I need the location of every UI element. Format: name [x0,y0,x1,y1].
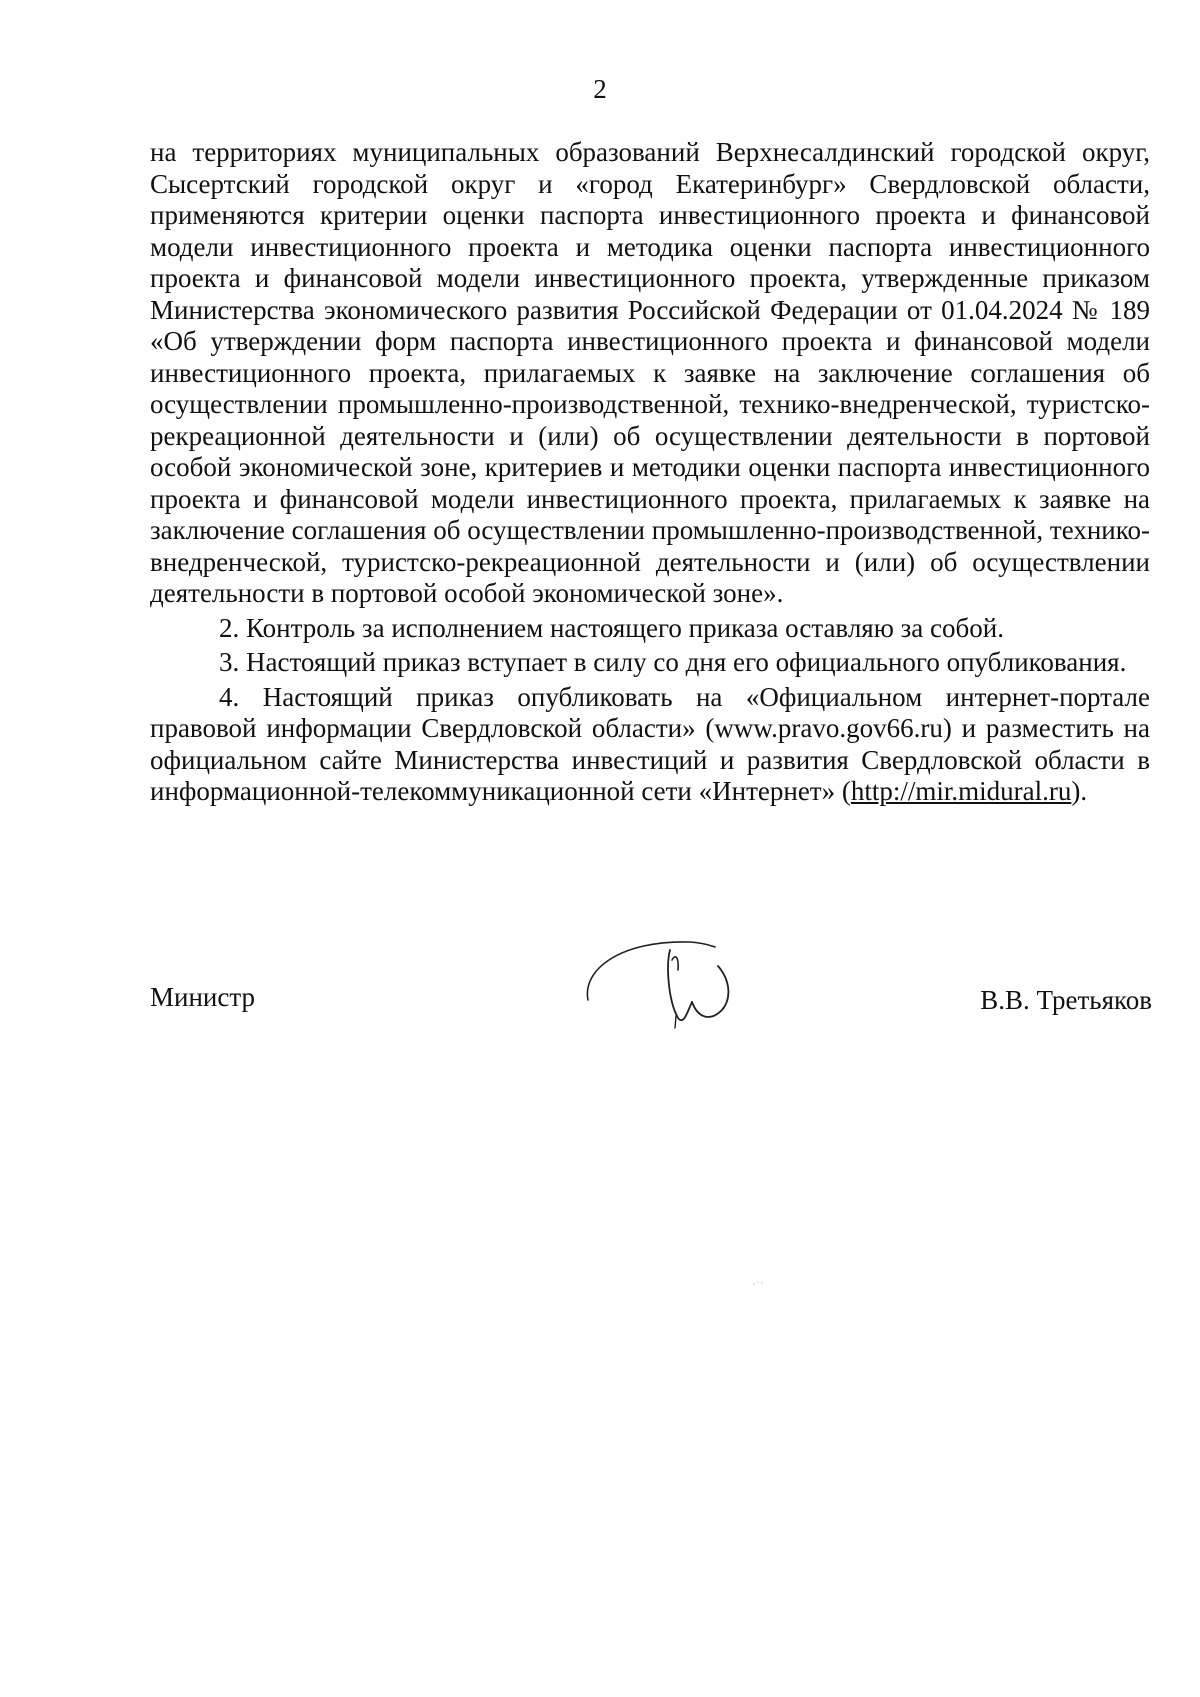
signature-block [150,982,1150,1042]
signatory-name: В.В. Третьяков [980,985,1152,1015]
page-number: 2 [593,74,607,104]
document-body [150,137,1150,808]
scan-speck [752,1280,764,1286]
paragraph-effective-date: 3. Настоящий приказ вступает в силу со дня его официального опубликования. [219,647,1127,677]
paragraph-control: 2. Контроль за исполнением настоящего приказа оставляю за собой. [219,612,1004,643]
ministry-site-link[interactable]: http://mir.midural.ru [850,776,1072,806]
publication-text: 4. Настоящий приказ опубликовать на «Официальном интернет-портале правовой информации Свердловской области» (www.pravo.gov66.ru) и разместить на официальном сайте Министерства инвестиций и развития Свердловской области в информационной-телекоммуникационной сети «Интернет» ( [150,681,1150,806]
publication-text-end: ). [1071,776,1088,806]
paragraph-criteria: на территориях муниципальных образований Верхнесалдинский городской округ, Сысертский городской округ и «город Екатеринбург» Свердловской области, применяются критерии оценки паспорта инвестиционного проекта и финансовой модели инвестиционного проекта и методика оценки паспорта инвестиционного проекта и финансовой модели инвестиционного проекта, утвержденные приказом Министерства экономического развития Российской Федерации от 01.04.2024 № 189 «Об утверждении форм паспорта инвестиционного проекта и финансовой модели инвестиционного проекта, прилагаемых к заявке на заключение соглашения об осуществлении промышленно-производственной, технико-внедренческой, туристско-рекреационной деятельности и (или) об осуществлении деятельности в портовой особой экономической зоне, критериев и методики оценки паспорта инвестиционного проекта и финансовой модели инвестиционного проекта, прилагаемых к заявке на заключение соглашения об осуществлении промышленно-производственной, технико-внедренческой, туристско-рекреационной деятельности и (или) об осуществлении деятельности в портовой особой экономической зоне». [150,137,1150,608]
signatory-title: Министр [150,982,255,1012]
paragraph-publication [150,682,1150,808]
